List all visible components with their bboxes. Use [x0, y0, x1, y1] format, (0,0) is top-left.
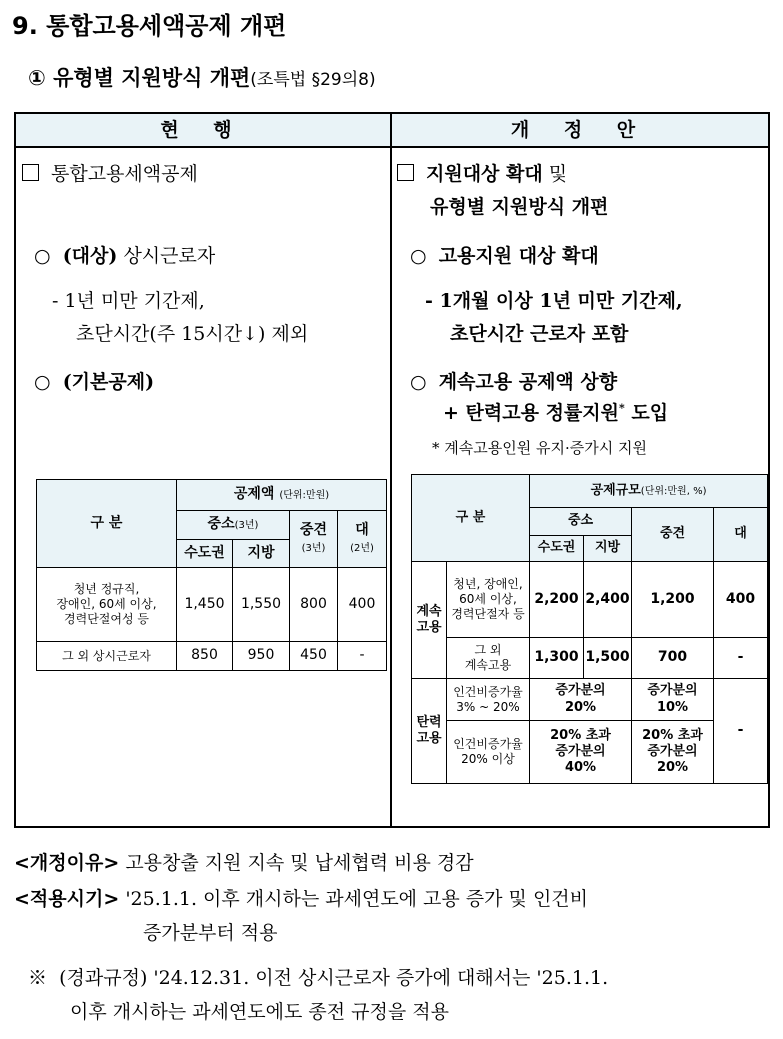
proposal-inclusion-line2: 초단시간 근로자 포함 [450, 323, 629, 345]
application-period-line2: 증가분부터 적용 [143, 922, 278, 944]
cell-value: - [714, 638, 768, 679]
table-row [37, 642, 387, 671]
proposal-inclusion-line1: - 1개월 이상 1년 미만 기간제, [425, 290, 683, 312]
cell-value: 700 [632, 638, 714, 679]
circle-bullet-icon: ○ [410, 371, 427, 393]
cell-value: 1,450 [177, 568, 233, 642]
row-label: 그 외 계속고용 [447, 638, 530, 679]
cell-value: 1,200 [632, 562, 714, 638]
header-capital: 수도권 [177, 540, 233, 568]
proposal-box-item: 지원대상 확대 및 [397, 159, 567, 186]
cell-value: 1,300 [530, 638, 584, 679]
checkbox-square-icon [22, 164, 39, 181]
subtitle-main: ① 유형별 지원방식 개편 [28, 66, 251, 90]
transition-rule: ※ (경과규정) '24.12.31. 이전 상시근로자 증가에 대해서는 '25.1.1. [28, 967, 609, 989]
revision-reason: <개정이유> 고용창출 지원 지속 및 납세협력 비용 경감 [14, 852, 474, 874]
header-gubun: 구 분 [412, 475, 530, 562]
header-mid: 중견 (3년) [290, 511, 338, 568]
transition-rule-line2: 이후 개시하는 과세연도에도 종전 규정을 적용 [70, 1001, 449, 1023]
cell-value: 2,400 [584, 562, 632, 638]
circle-bullet-icon: ○ [34, 371, 51, 393]
cell-value: 400 [338, 568, 387, 642]
proposal-deduction-table [411, 474, 768, 784]
law-reference: (조특법 §29의8) [250, 70, 376, 90]
cell-value: 2,200 [530, 562, 584, 638]
checkbox-square-icon [397, 164, 414, 181]
cell-value: 20% 초과 증가분의 20% [632, 721, 714, 784]
cell-value: 400 [714, 562, 768, 638]
row-label: 인건비증가율 3% ~ 20% [447, 679, 530, 721]
header-large: 대 (2년) [338, 511, 387, 568]
current-column-header: 현 행 [16, 114, 390, 148]
current-target: ○ (대상) 상시근로자 [34, 245, 216, 267]
cell-value: 1,550 [233, 568, 290, 642]
table-row [37, 568, 387, 642]
cell-value: 20% 초과 증가분의 40% [530, 721, 632, 784]
cell-value: 800 [290, 568, 338, 642]
proposal-footnote: * 계속고용인원 유지·증가시 지원 [432, 439, 647, 457]
header-sme: 중소(3년) [177, 511, 290, 540]
table-row [412, 679, 768, 721]
application-period: <적용시기> '25.1.1. 이후 개시하는 과세연도에 고용 증가 및 인건비 [14, 888, 589, 910]
section-subtitle [28, 62, 376, 92]
cell-value: 1,500 [584, 638, 632, 679]
circle-bullet-icon: ○ [34, 245, 51, 267]
row-label: 청년 정규직, 장애인, 60세 이상, 경력단절여성 등 [37, 568, 177, 642]
table-row [412, 638, 768, 679]
current-box-item: 통합고용세액공제 [22, 159, 198, 186]
header-gubun: 구 분 [37, 480, 177, 568]
row-label: 인건비증가율 20% 이상 [447, 721, 530, 784]
group-flexible-employment: 탄력 고용 [412, 679, 447, 784]
proposal-expand: ○ 고용지원 대상 확대 [410, 245, 599, 267]
current-exclusion-line2: 초단시간(주 15시간↓) 제외 [76, 323, 309, 345]
header-mid: 중견 [632, 508, 714, 562]
cell-value: 증가분의 20% [530, 679, 632, 721]
cell-value: - [714, 679, 768, 784]
table-row [412, 562, 768, 638]
current-deduction-table [36, 479, 387, 671]
cell-value: - [338, 642, 387, 671]
row-label: 청년, 장애인, 60세 이상, 경력단절자 등 [447, 562, 530, 638]
group-continued-employment: 계속 고용 [412, 562, 447, 679]
circle-bullet-icon: ○ [410, 245, 427, 267]
reference-mark-icon: ※ [28, 967, 48, 989]
current-exclusion-line1: - 1년 미만 기간제, [52, 290, 205, 312]
proposal-raise: ○ 계속고용 공제액 상향 [410, 371, 618, 393]
proposal-raise-line2: + 탄력고용 정률지원* 도입 [443, 401, 669, 424]
column-divider [390, 112, 392, 828]
cell-value: 450 [290, 642, 338, 671]
header-capital: 수도권 [530, 536, 584, 562]
header-large: 대 [714, 508, 768, 562]
header-deduction-scale: 공제규모(단위:만원, %) [530, 475, 768, 508]
row-label: 그 외 상시근로자 [37, 642, 177, 671]
header-local: 지방 [233, 540, 290, 568]
proposal-box-item-line2: 유형별 지원방식 개편 [430, 196, 609, 218]
header-local: 지방 [584, 536, 632, 562]
header-deduction-amount: 공제액 (단위:만원) [177, 480, 387, 511]
page-title: 9. 통합고용세액공제 개편 [12, 12, 287, 40]
header-sme: 중소 [530, 508, 632, 536]
cell-value: 850 [177, 642, 233, 671]
cell-value: 950 [233, 642, 290, 671]
proposal-column-header: 개 정 안 [392, 114, 768, 148]
current-basic-deduction: ○ (기본공제) [34, 371, 155, 393]
cell-value: 증가분의 10% [632, 679, 714, 721]
